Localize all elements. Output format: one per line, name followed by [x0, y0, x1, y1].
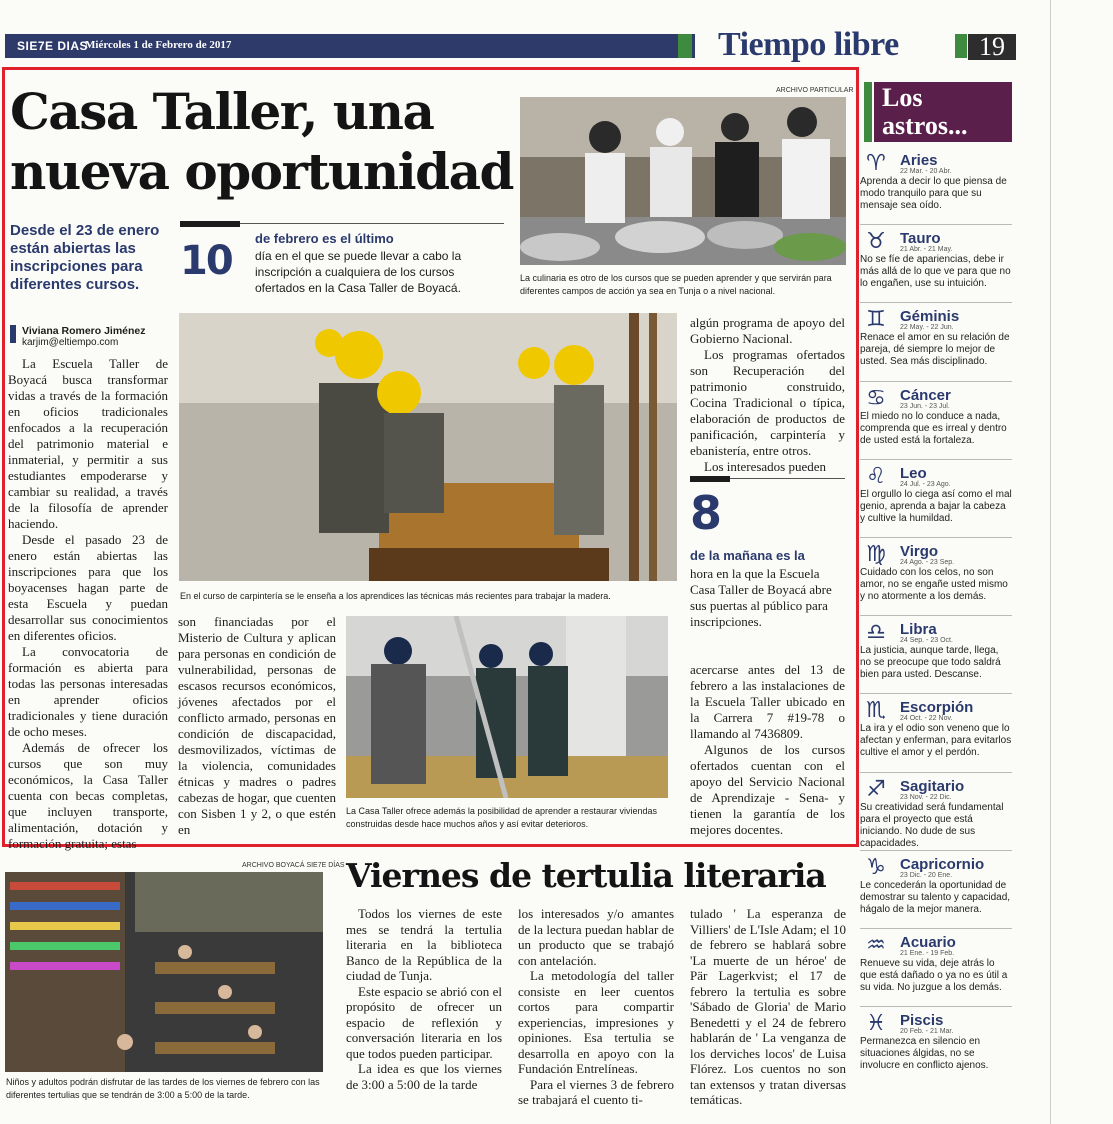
- sign-prediction: Permanezca en silencio en situaciones álgidas, no se involucre en conflicto ajenos.: [860, 1036, 989, 1071]
- paragraph: algún programa de apoyo del Gobierno Nacional.: [690, 315, 845, 346]
- zodiac-icon: ♉: [866, 229, 886, 254]
- fact-rule: [240, 223, 504, 224]
- paragraph: Además de ofrecer los cursos que son muy económicos, la Casa Taller cuenta con becas completas, que incluyen transporte, alimentación, dotación y formación gratuita; estas: [8, 740, 168, 851]
- article-column-1: [8, 356, 168, 852]
- horoscope-title-line: astros...: [882, 111, 968, 140]
- sign-divider: [860, 459, 1012, 460]
- horoscope-title: [874, 82, 1012, 142]
- fact-number: 10: [180, 238, 232, 284]
- article-author: Viviana Romero Jiménez: [22, 325, 146, 337]
- fact-heading: de la mañana es la: [690, 548, 805, 563]
- sign-name: Acuario: [900, 934, 956, 951]
- fact-body: hora en la que la Escuela Casa Taller de Boyacá abre sus puertas al público para inscripciones.: [690, 566, 832, 629]
- section-title: Tiempo libre: [718, 26, 899, 63]
- paragraph: Algunos de los cursos ofertados cuentan con el apoyo del Servicio Nacional de Aprendizaje - Sena- y tienen la garantía de los mejores docentes.: [690, 742, 845, 837]
- page-number: 19: [968, 34, 1016, 60]
- sign-dates: 23 Dic. - 20 Ene.: [900, 872, 953, 879]
- restoration-photo-illustration: [346, 616, 668, 798]
- sign-dates: 24 Oct. - 22 Nov.: [900, 715, 953, 722]
- sign-divider: [860, 224, 1012, 225]
- sign-name: Leo: [900, 465, 927, 482]
- article-dek: Desde el 23 de enero están abiertas las inscripciones para diferentes cursos.: [10, 222, 160, 293]
- photo-caption: Niños y adultos podrán disfrutar de las tardes de los viernes de febrero con las diferentes tertulias que se tendrán de 3:00 a 5:00 de la tarde.: [6, 1077, 320, 1100]
- fact-heading: de febrero es el último: [255, 231, 394, 246]
- sign-prediction: La justicia, aunque tarde, llega, no se preocupe que todo saldrá bien para usted. Descanse.: [860, 645, 1001, 680]
- sign-prediction: Le concederán la oportunidad de demostrar su talento y capacidad, hágalo de la mejor manera.: [860, 880, 1011, 915]
- culinary-photo-illustration: [520, 97, 846, 265]
- sign-dates: 21 Ene. - 19 Feb.: [900, 950, 955, 957]
- sign-prediction: La ira y el odio son veneno que lo afectan y enferman, para evitarlos cultive el amor y el perdón.: [860, 723, 1012, 758]
- sign-name: Libra: [900, 621, 937, 638]
- zodiac-icon: ♍: [866, 542, 886, 567]
- paragraph: Para el viernes 3 de febrero se trabajará el cuento ti-: [518, 1076, 674, 1107]
- sign-divider: [860, 537, 1012, 538]
- sign-divider: [860, 772, 1012, 773]
- zodiac-icon: ♌: [866, 464, 886, 489]
- carpentry-photo: [179, 313, 677, 581]
- paragraph: Los programas ofertados son Recuperación del patrimonio construido, Cocina Tradicional o típica, elaboración de productos de panificación, carpintería y ebanistería, entre otros.: [690, 347, 845, 458]
- photo-credit: ARCHIVO PARTICULAR: [776, 87, 854, 94]
- newspaper-brand: SIE7E DIAS: [17, 39, 89, 53]
- sign-name: Virgo: [900, 543, 939, 560]
- page-edge-rule: [1050, 0, 1051, 1124]
- page-number-accent: [955, 34, 967, 58]
- article2-column-1: [346, 906, 502, 1092]
- fact-body: día en el que se puede llevar a cabo la inscripción a cualquiera de los cursos ofertados en la Casa Taller de Boyacá.: [255, 249, 462, 295]
- sign-dates: 21 Abr. - 21 May.: [900, 246, 953, 253]
- restoration-photo: [346, 616, 668, 798]
- masthead-accent: [678, 34, 692, 58]
- photo-caption: La Casa Taller ofrece además la posibilidad de aprender a restaurar viviendas construidas desde hace muchos años y así evitar deterioros.: [346, 806, 658, 829]
- masthead-bar: [5, 34, 695, 58]
- article-column-3-top: [690, 315, 845, 475]
- article2-column-3: [690, 906, 846, 1108]
- photo-credit: ARCHIVO BOYACÁ SIE7E DÍAS: [242, 862, 345, 869]
- sign-name: Aries: [900, 152, 938, 169]
- sign-prediction: No se fíe de apariencias, debe ir más allá de lo que ve para que no lo engañen, use su intuición.: [860, 254, 1011, 289]
- sign-prediction: El orgullo lo ciega así como el mal genio, aprenda a bajar la cabeza y cultive la humildad.: [860, 489, 1012, 524]
- carpentry-photo-illustration: [179, 313, 677, 581]
- photo-caption: En el curso de carpintería se le enseña a los aprendices las técnicas más recientes para trabajar la madera.: [180, 591, 611, 601]
- paragraph: La idea es que los viernes de 3:00 a 5:00 de la tarde: [346, 1061, 502, 1092]
- library-photo-illustration: [5, 872, 323, 1072]
- sign-divider: [860, 928, 1012, 929]
- paragraph: los interesados y/o amantes de la lectura puedan hablar de un producto que se trabajó con antelación.: [518, 906, 674, 968]
- fact-bar: [690, 476, 730, 482]
- sign-prediction: Renueve su vida, deje atrás lo que está dañado o ya no es útil a su vida. No juzgue a los demás.: [860, 958, 1008, 993]
- byline-marker: [10, 325, 16, 343]
- sign-prediction: Su creatividad será fundamental para el proyecto que está iniciando. No dude de sus capacidades.: [860, 802, 1004, 849]
- sign-divider: [860, 693, 1012, 694]
- sign-divider: [860, 615, 1012, 616]
- culinary-photo: [520, 97, 846, 265]
- paragraph: Todos los viernes de este mes se tendrá la tertulia literaria en la biblioteca Banco de la República de la ciudad de Tunja.: [346, 906, 502, 983]
- article-column-2: [178, 614, 336, 838]
- sign-dates: 24 Jul. - 23 Ago.: [900, 481, 951, 488]
- sign-dates: 20 Feb. - 21 Mar.: [900, 1028, 954, 1035]
- paragraph: La convocatoria de formación es abierta para todas las personas interesadas en aprender oficios tradicionales y tiene duración de ocho meses.: [8, 644, 168, 739]
- article2-column-2: [518, 906, 674, 1108]
- zodiac-icon: ♑: [866, 855, 886, 880]
- sign-dates: 24 Ago. - 23 Sep.: [900, 559, 955, 566]
- fact-bar: [180, 221, 240, 227]
- paragraph: acercarse antes del 13 de febrero a las instalaciones de la Escuela Taller ubicado en la Carrera 7 #19-78 o llamando al 7436809.: [690, 662, 845, 741]
- sign-dates: 22 May. - 22 Jun.: [900, 324, 954, 331]
- paragraph: son financiadas por el Misterio de Cultura y aplican para personas en condición de vulnerabilidad, personas de escasos recursos económicos, jóvenes afectados por el conflicto armado, personas en condición de discapacidad, desmovilizados, víctimas de la violencia, comunidades étnicas y madres o padres cabezas de hogar, que cuenten con Sisben 1 y 2, o que estén en: [178, 614, 336, 837]
- photo-caption: La culinaria es otro de los cursos que se pueden aprender y que servirán para diferentes campos de acción ya sea en Tunja o a nivel nacional.: [520, 273, 832, 296]
- zodiac-icon: ♐: [866, 777, 886, 802]
- sign-name: Escorpión: [900, 699, 974, 716]
- paragraph: Los interesados pueden: [704, 459, 827, 474]
- zodiac-icon: ♏: [866, 698, 886, 723]
- zodiac-icon: ♓: [866, 1011, 886, 1036]
- sign-divider: [860, 1006, 1012, 1007]
- zodiac-icon: ♎: [866, 620, 886, 645]
- sign-prediction: Aprenda a decir lo que piensa de modo tranquilo para que su mensaje sea oído.: [860, 176, 1007, 211]
- paragraph: La metodología del taller consiste en leer cuentos cortos para compartir experiencias, impresiones y opiniones. Esa tertulia se desarrolla en apoyo con la Fundación Entrelíneas.: [518, 968, 674, 1076]
- sign-name: Capricornio: [900, 856, 985, 873]
- zodiac-icon: ♒: [866, 933, 886, 958]
- sign-dates: 22 Mar. - 20 Abr.: [900, 168, 952, 175]
- article-column-3-bottom: [690, 662, 845, 838]
- sign-divider: [860, 381, 1012, 382]
- sign-divider: [860, 302, 1012, 303]
- paragraph: Desde el pasado 23 de enero están abiertas las inscripciones para que los boyacenses hagan parte de esta Escuela y puedan desarrollar sus conocimientos en diferentes oficios.: [8, 532, 168, 643]
- sign-name: Tauro: [900, 230, 941, 247]
- sign-dates: 24 Sep. - 23 Oct.: [900, 637, 953, 644]
- sign-dates: 23 Nov. - 22 Dic.: [900, 794, 952, 801]
- horoscope-title-line: Los: [882, 83, 923, 112]
- sign-dates: 23 Jun. - 23 Jul.: [900, 403, 950, 410]
- zodiac-icon: ♊: [866, 307, 886, 332]
- fact-number: 8: [690, 486, 723, 540]
- sign-name: Piscis: [900, 1012, 944, 1029]
- issue-date: Miércoles 1 de Febrero de 2017: [85, 39, 232, 51]
- zodiac-icon: ♈: [866, 151, 886, 176]
- paragraph: La Escuela Taller de Boyacá busca transformar vidas a través de la formación en oficios tradicionales enfocados a la recuperación del patrimonio material e inmaterial, y permitir a sus estudiantes empoderarse y cambiar su realidad, a través de la filosofía de aprender haciendo.: [8, 356, 168, 531]
- sign-prediction: Renace el amor en su relación de pareja, dé siempre lo mejor de usted. Sea más disciplinado.: [860, 332, 1010, 367]
- sign-prediction: El miedo no lo conduce a nada, comprenda que es irreal y dentro de usted está la fortaleza.: [860, 411, 1007, 446]
- library-photo: [5, 872, 323, 1072]
- author-email[interactable]: karjim@eltiempo.com: [22, 337, 119, 348]
- zodiac-icon: ♋: [866, 386, 886, 411]
- sign-name: Géminis: [900, 308, 960, 325]
- fact-rule: [730, 478, 845, 479]
- horoscope-accent: [864, 82, 872, 142]
- sign-prediction: Cuidado con los celos, no son amor, no se engañe usted mismo y no atormente a los demás.: [860, 567, 1008, 602]
- sign-divider: [860, 850, 1012, 851]
- article2-headline: Viernes de tertulia literaria: [346, 856, 826, 895]
- paragraph: tulado ' La esperanza de Villiers' de L'Isle Adam; el 10 de febrero se hablará sobre 'La muerte de un héroe' de Pär Lagerkvist; el 17 de febrero la tertulia es sobre 'Sábado de Gloria' de Mario Benedetti y el 24 de febrero hablarán de ' La venganza de los derviches locos' de Luisa Flórez. Los cuentos no son tan extensos y tratan diversas temáticas.: [690, 906, 846, 1107]
- sign-name: Sagitario: [900, 778, 965, 795]
- sign-name: Cáncer: [900, 387, 951, 404]
- article-headline: Casa Taller, una nueva oportunidad: [10, 82, 513, 201]
- paragraph: Este espacio se abrió con el propósito de ofrecer un espacio de reflexión y conversación literaria en los que todos pueden participar.: [346, 983, 502, 1061]
